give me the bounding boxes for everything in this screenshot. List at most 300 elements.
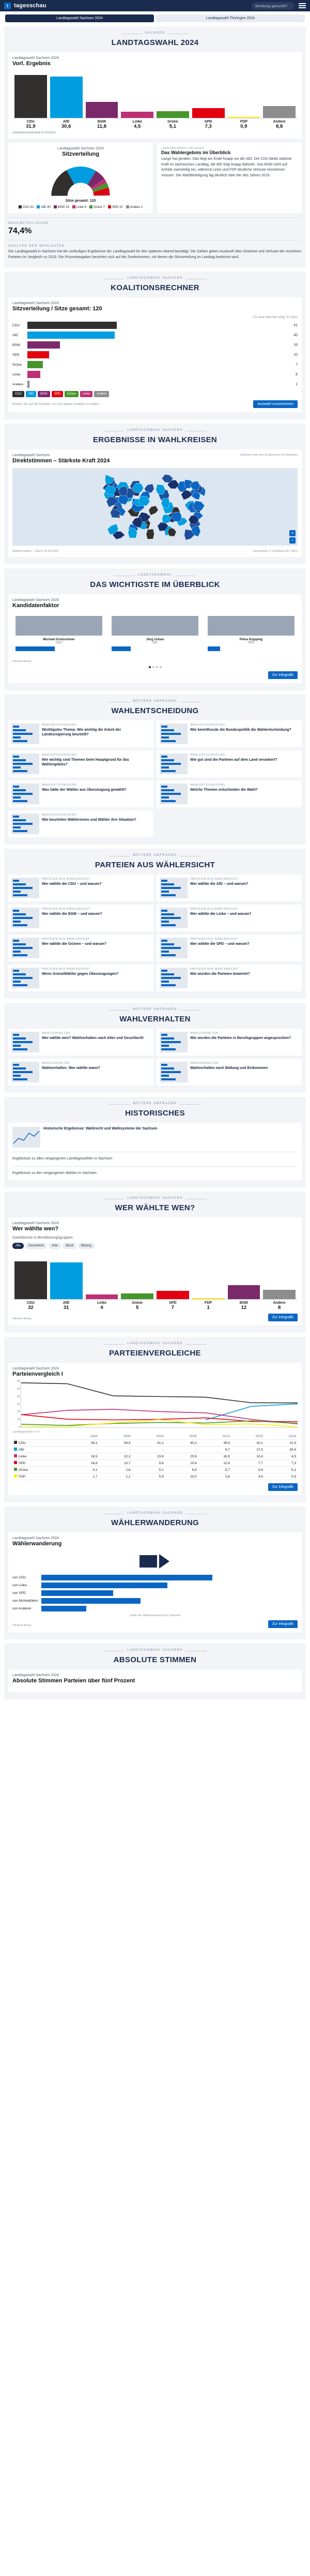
comparison-card-sub: Landtagswahl Sachsen 2024 [12, 1367, 59, 1370]
table-header: 2004 [132, 1434, 165, 1440]
table-cell: 12,4 [198, 1460, 231, 1467]
migration-row-bar [41, 1583, 167, 1588]
behaviour-section [4, 1003, 306, 1093]
candidate-photo [16, 616, 102, 636]
historic-title: HISTORISCHES [125, 1109, 185, 1118]
teaser-kicker: PARTEIEN AUS WÄHLERSICHT [42, 878, 90, 881]
teaser-thumbnail [160, 938, 188, 958]
result-card-title: Vorl. Ergebnis [12, 61, 51, 67]
coalition-row-grüne[interactable] [12, 361, 298, 368]
coalition-row-afd[interactable] [12, 332, 298, 339]
table-cell: 6,4 [165, 1467, 198, 1473]
teaser-thumbnail [11, 1062, 39, 1082]
teaser-headline: Wie wurden die Parteien in Berufsgruppen angesprochen? [190, 1036, 291, 1040]
coalition-row-linke[interactable] [12, 371, 298, 378]
table-row [12, 1467, 298, 1473]
hamburger-icon[interactable] [299, 3, 306, 8]
coalition-card-title: Sitzverteilung / Sitze gesamt: 120 [12, 306, 102, 312]
candidate-card [205, 613, 298, 654]
overview-kicker: LANDTAGSWAHL SACHSEN [161, 147, 204, 150]
table-header: 2024 [265, 1434, 298, 1440]
whovoted-more-button[interactable]: Zur Infografik [268, 1314, 298, 1321]
bar-grüne [157, 71, 189, 118]
table-cell: 8,6 [231, 1467, 265, 1473]
map-constituency[interactable] [161, 499, 169, 508]
coalition-chip-grüne[interactable]: Grüne [65, 391, 79, 397]
decision-kicker: WEITERE UMFRAGEN [133, 700, 177, 703]
parties-teaser-grid [8, 875, 302, 991]
teaser-kicker: WAHLENTSCHEIDUNG [42, 784, 77, 787]
coalition-row-label: Grüne [12, 363, 22, 367]
ard-logo-icon[interactable]: t [4, 3, 11, 9]
y-tick: 40 [17, 1395, 20, 1398]
candidate-card [12, 613, 105, 654]
table-header: 2009 [165, 1434, 198, 1440]
coalition-chip-spd[interactable]: SPD [52, 391, 63, 397]
parties-kicker: WEITERE UMFRAGEN [133, 854, 177, 857]
candidate-name: Jörg Urban [146, 638, 164, 641]
migration-note: Saldo der Wählerwanderung in Tausend [130, 1614, 180, 1617]
table-cell: 3,8 [198, 1473, 231, 1480]
table-cell: 5,1 [132, 1467, 165, 1473]
table-cell: 58,1 [66, 1440, 99, 1447]
table-cell: 4,5 [231, 1473, 265, 1480]
seat-card-sub: Landtagswahl Sachsen 2024 [57, 147, 104, 150]
whovoted-bar-labels [12, 1300, 298, 1310]
migration-title: WÄHLERWANDERUNG [111, 1518, 199, 1527]
candidate-photo [112, 616, 198, 636]
teaser-kicker: WAHLVERHALTEN [190, 1032, 219, 1035]
teaser-thumbnail [11, 908, 39, 928]
migration-source: Infratest dimap [12, 1624, 32, 1627]
table-cell: 31,9 [265, 1440, 298, 1447]
teaser-card[interactable] [8, 780, 153, 807]
teaser-thumbnail [160, 784, 188, 804]
filter-pill-alter[interactable]: Alter [49, 1243, 61, 1249]
seat-halfmoon-chart [12, 161, 149, 198]
whovoted-title: WER WÄHLTE WEN? [115, 1203, 195, 1212]
teaser-card[interactable] [8, 875, 153, 901]
whovoted-bar-bsw [228, 1252, 260, 1299]
bar-bsw [86, 71, 118, 118]
teaser-kicker: WAHLENTSCHEIDUNG [190, 724, 225, 727]
teaser-card[interactable] [8, 905, 153, 931]
whovoted-label-linke: Linke 4 [97, 1301, 107, 1310]
turnout-value: 74,4% [8, 227, 32, 235]
teaser-card[interactable] [8, 1029, 153, 1056]
line-series-afd [206, 1404, 298, 1420]
teaser-kicker: WAHLVERHALTEN [42, 1032, 70, 1035]
map-constituency[interactable] [193, 501, 205, 511]
map-card-title: Direktstimmen – Stärkste Kraft 2024 [12, 458, 110, 464]
teaser-headline: Wie gut sind die Parteien auf dem Land verankert? [190, 758, 277, 762]
coalition-party-chips[interactable] [12, 391, 298, 397]
candidates-more-button[interactable]: Zur Infografik [268, 671, 298, 679]
teaser-headline: Welche Themen entschieden die Wahl? [190, 788, 258, 792]
teaser-card[interactable] [157, 1059, 302, 1086]
table-cell: 0,9 [265, 1473, 298, 1480]
coalition-row-seats: 10 [293, 353, 298, 357]
map-zoom-out-button[interactable]: − [289, 537, 296, 544]
decision-title: WAHLENTSCHEIDUNG [111, 706, 199, 715]
teaser-card[interactable] [157, 720, 302, 747]
coalition-card-sub: Landtagswahl Sachsen 2024 [12, 302, 59, 305]
whovoted-bar-grüne [121, 1252, 153, 1299]
coalition-row-label: Linke [12, 372, 21, 376]
coalition-row-bar [27, 322, 289, 329]
coalition-kicker: LANDTAGSWAHL SACHSEN [127, 277, 183, 280]
filter-pill-geschlecht[interactable]: Geschlecht [25, 1243, 47, 1249]
tab-thueringen[interactable]: Landtagswahl Thüringen 2024 [156, 14, 305, 22]
map-constituency[interactable] [149, 506, 159, 515]
hero-section [4, 26, 306, 267]
whovoted-label-cdu: CDU 32 [26, 1301, 35, 1310]
election-tabs [0, 11, 310, 26]
teaser-kicker: PARTEIEN AUS WÄHLERSICHT [42, 908, 90, 911]
coalition-row-label: Andere [12, 382, 23, 386]
seat-legend-afd: AfD 40 [37, 205, 50, 209]
teaser-thumbnail [160, 754, 188, 774]
coalition-row-andere[interactable] [12, 381, 298, 388]
migration-rows [12, 1575, 298, 1611]
table-cell: 23,6 [132, 1453, 165, 1460]
whovoted-bar-linke [86, 1252, 118, 1299]
table-row [12, 1473, 298, 1480]
teaser-card[interactable] [157, 875, 302, 901]
analysis-body: Die Landtagswahl in Sachsen hat die vorläufigen Ergebnisse der Landtagswahl für den späteren Abend bestätigt. Die Zahlen geben Auskunft über Gewinne und Verluste der einzelnen Parteien im Vergleich zu 2019. Die Prozentangaben beziehen sich auf die Zweitstimmen, mit denen die Sitzverteilung im Landtag bestimmt wird. [8, 250, 301, 259]
table-cell: 10,4 [231, 1453, 265, 1460]
whovoted-card-title: Wer wählte wen? [12, 1226, 59, 1232]
constituency-section [4, 424, 306, 564]
table-cell: 56,9 [99, 1440, 132, 1447]
coalition-row-bsw[interactable] [12, 341, 298, 349]
constituency-kicker: LANDTAGSWAHL SACHSEN [127, 429, 183, 432]
teaser-headline: Wie wichtig sind Themen beim Hauptgrund für das Wahlergebnis? [42, 758, 129, 767]
table-cell: 27,5 [231, 1447, 265, 1453]
teaser-kicker: WAHLENTSCHEIDUNG [42, 724, 77, 727]
candidate-photo [208, 616, 295, 636]
bar-spd [192, 71, 225, 118]
whovoted-card-sub: Landtagswahl Sachsen 2024 [12, 1222, 59, 1225]
coalition-row-seats: 7 [296, 363, 298, 367]
migration-row [12, 1583, 298, 1588]
teaser-headline: Wie wurden die Parteien bewertet? [190, 972, 250, 976]
table-cell: 18,9 [198, 1453, 231, 1460]
coalition-row-label: AfD [12, 333, 18, 337]
teaser-card[interactable] [157, 750, 302, 777]
map-footer-note: Wahlkreisdaten – Stand: 02.09.2024 [12, 550, 58, 553]
coalition-reset-button[interactable]: Auswahl zurücksetzen [253, 400, 298, 408]
candidate-bar [208, 646, 220, 651]
coalition-row-cdu[interactable] [12, 322, 298, 329]
map-shapes[interactable] [12, 468, 298, 546]
table-cell: 5,1 [265, 1467, 298, 1473]
absolute-kicker: LANDTAGSWAHL SACHSEN [127, 1649, 183, 1652]
whovoted-label-bsw: BSW 12 [239, 1301, 249, 1310]
historic-link-1[interactable]: Ergebnisse zu allen vergangenen Landtagswahlen in Sachsen [12, 1157, 113, 1161]
bar-cdu [14, 71, 47, 118]
teaser-card[interactable] [157, 1029, 302, 1056]
teaser-thumbnail [11, 1032, 39, 1052]
map-constituency[interactable] [146, 529, 154, 539]
map-card-sub: Landtagswahl Sachsen [12, 454, 50, 457]
whovoted-source: Infratest dimap [12, 1317, 32, 1320]
parties-section [4, 849, 306, 999]
bar-label-linke: Linke 4,5 [132, 120, 142, 129]
teaser-headline: Wer wählte die Linke – und warum? [190, 912, 252, 916]
whovoted-card-sub2: Zweitstimme in Bevölkerungsgruppen [12, 1236, 73, 1240]
teaser-thumbnail [11, 938, 39, 958]
coalition-row-bar [27, 381, 289, 388]
map-zoom-in-button[interactable]: + [289, 530, 296, 536]
teaser-headline: Wahlverhalten nach Bildung und Einkommen [190, 1066, 268, 1070]
table-cell-party: FDP [12, 1473, 66, 1480]
table-cell-party: AfD [12, 1447, 66, 1453]
constituency-map[interactable] [12, 468, 298, 546]
teaser-thumbnail [160, 968, 188, 988]
table-cell: 10,7 [99, 1460, 132, 1467]
comparison-line-chart [17, 1380, 298, 1429]
table-cell: 39,4 [198, 1440, 231, 1447]
table-cell: 10,4 [165, 1460, 198, 1467]
historic-kicker: WEITERE UMFRAGEN [133, 1102, 177, 1105]
historic-card [8, 1123, 302, 1180]
table-cell: 32,1 [231, 1440, 265, 1447]
table-cell: 4,1 [66, 1467, 99, 1473]
brand-title[interactable]: tagesschau [14, 3, 47, 9]
seat-card-title: Sitzverteilung [61, 151, 100, 157]
teaser-thumbnail [11, 784, 39, 804]
result-chart-note: Zweitstimmenanteile in Prozent [12, 131, 56, 134]
y-tick: 0 [18, 1426, 20, 1429]
teaser-card[interactable] [8, 750, 153, 777]
migration-more-button[interactable]: Zur Infografik [268, 1620, 298, 1628]
teaser-headline: Wahlverhalten: Wer wählte wann? [42, 1066, 100, 1070]
table-header: 1999 [99, 1434, 132, 1440]
y-tick: 30 [17, 1403, 20, 1406]
teaser-kicker: PARTEIEN AUS WÄHLERSICHT [42, 938, 90, 941]
comparison-card [8, 1363, 302, 1495]
y-tick: 10 [17, 1418, 20, 1422]
table-cell: 41,1 [132, 1440, 165, 1447]
absolute-card-sub: Landtagswahl Sachsen 2024 [12, 1674, 59, 1677]
coalition-row-bar [27, 341, 289, 349]
teaser-kicker: PARTEIEN AUS WÄHLERSICHT [42, 968, 90, 971]
migration-row [12, 1575, 298, 1580]
coalition-chip-bsw[interactable]: BSW [38, 391, 50, 397]
teaser-thumbnail [11, 878, 39, 898]
candidates-card-title: Kandidatenfaktor [12, 602, 59, 609]
table-header [12, 1434, 66, 1440]
seat-legend-andere: Andere 1 [126, 205, 143, 209]
bar-afd [50, 71, 83, 118]
teaser-headline: Wer wählte wen? Wahlverhalten nach Alter und Geschlecht [42, 1036, 144, 1040]
historic-caption: Historische Ergebnisse: Wahlrecht und Wahlsysteme der Sachsen [43, 1127, 158, 1131]
coalition-rows[interactable] [12, 322, 298, 388]
teaser-headline: Wer wählte die Grünen – und warum? [42, 942, 107, 946]
teaser-headline: Wer wählte die SPD – und warum? [190, 942, 250, 946]
teaser-card[interactable] [157, 935, 302, 961]
filter-pill-beruf[interactable]: Beruf [63, 1243, 76, 1249]
migration-row-label: von CDU [12, 1576, 26, 1579]
teaser-card[interactable] [157, 965, 302, 991]
coalition-hint: Klicken Sie auf die Parteien, um Ihre eigene Koalition zu bilden. [12, 402, 100, 406]
seat-legend-bsw: BSW 15 [54, 205, 69, 209]
analysis-kicker: ANALYSE DER WAHLDATEN [8, 245, 65, 248]
teaser-thumbnail [160, 908, 188, 928]
teaser-kicker: WAHLENTSCHEIDUNG [190, 754, 225, 757]
coalition-chip-linke[interactable]: Linke [80, 391, 92, 397]
table-cell: 16,5 [66, 1453, 99, 1460]
teaser-card[interactable] [8, 935, 153, 961]
migration-card-title: Wählerwanderung [12, 1541, 62, 1547]
candidate-bar [16, 646, 55, 651]
coalition-row-bar [27, 371, 289, 378]
migration-row-bar [41, 1598, 141, 1604]
teaser-kicker: WAHLENTSCHEIDUNG [42, 754, 77, 757]
migration-row-bar [41, 1575, 212, 1580]
teaser-kicker: WAHLENTSCHEIDUNG [190, 784, 225, 787]
migration-card [8, 1532, 302, 1632]
table-cell: 5,9 [132, 1473, 165, 1480]
teaser-thumbnail [160, 1032, 188, 1052]
bar-label-fdp: FDP 0,9 [240, 120, 247, 129]
comparison-y-axis [13, 1381, 21, 1427]
coalition-row-bar [27, 361, 289, 368]
parties-title: PARTEIEN AUS WÄHLERSICHT [95, 861, 215, 869]
migration-row [12, 1598, 298, 1604]
whovoted-bar-chart [12, 1252, 298, 1300]
whovoted-filter-pills[interactable] [12, 1243, 298, 1249]
table-cell: 10,0 [165, 1473, 198, 1480]
map-copyright: Kartendaten © GeoBasis-DE / BKG [253, 550, 298, 553]
teaser-card[interactable] [157, 905, 302, 931]
table-row [12, 1453, 298, 1460]
line-series-cdu [21, 1383, 298, 1403]
comparison-title: PARTEIENVERGLEICHE [109, 1349, 201, 1358]
hero-title: LANDTAGSWAHL 2024 [111, 38, 199, 47]
table-cell: - [66, 1447, 99, 1453]
table-cell-party: Linke [12, 1453, 66, 1460]
teaser-thumbnail [11, 754, 39, 774]
coalition-majority-note: Für eine Mehrheit nötig: 61 Sitze [253, 316, 298, 319]
teaser-kicker: PARTEIEN AUS WÄHLERSICHT [190, 968, 239, 971]
coalition-title: KOALITIONSRECHNER [111, 283, 199, 292]
coalition-chip-afd[interactable]: AfD [26, 391, 36, 397]
teaser-kicker: WAHLVERHALTEN [42, 1062, 70, 1065]
table-cell: - [99, 1447, 132, 1453]
table-cell: 2,6 [99, 1467, 132, 1473]
coalition-row-bar [27, 332, 289, 339]
coalition-chip-andere[interactable]: Andere [94, 391, 109, 397]
candidate-name: Michael Kretschmer [43, 638, 75, 641]
top-bar [0, 0, 310, 11]
teaser-headline: Wer wählte die BSW – und warum? [42, 912, 102, 916]
teaser-headline: Wenn Grüne/Wähler gegen Überzeugungen? [42, 972, 119, 976]
behaviour-teaser-grid [8, 1029, 302, 1086]
teaser-card[interactable] [8, 965, 153, 991]
result-card [8, 52, 302, 139]
whovoted-bar-fdp [192, 1252, 225, 1299]
filter-pill-alle[interactable]: Alle [12, 1243, 24, 1249]
table-cell: 20,6 [165, 1453, 198, 1460]
candidates-title: DAS WICHTIGSTE IM ÜBERBLICK [90, 580, 220, 589]
table-cell: 9,8 [132, 1460, 165, 1467]
table-cell: 1,1 [99, 1473, 132, 1480]
teaser-headline: Wichtigstes Thema: Wie wichtig die Arbeit der Landesregierung beurteilt? [42, 728, 121, 737]
table-cell: 7,3 [265, 1460, 298, 1467]
search-input[interactable]: Sendung gesucht? [252, 2, 295, 10]
constituency-card [8, 449, 302, 557]
table-cell: 5,7 [198, 1467, 231, 1473]
behaviour-kicker: WEITERE UMFRAGEN [133, 1008, 177, 1011]
teaser-card[interactable] [8, 1059, 153, 1086]
teaser-kicker: PARTEIEN AUS WÄHLERSICHT [190, 878, 239, 881]
whovoted-label-andere: Andere 8 [273, 1301, 286, 1310]
comparison-more-button[interactable]: Zur Infografik [268, 1483, 298, 1491]
result-card-sub: Landtagswahl Sachsen 2024 [12, 56, 59, 60]
candidates-kicker: LANDTAGSWAHL [138, 574, 172, 577]
coalition-card [8, 297, 302, 412]
teaser-kicker: WAHLVERHALTEN [190, 1062, 219, 1065]
comparison-kicker: LANDTAGSWAHL SACHSEN [127, 1342, 183, 1345]
filter-pill-bildung[interactable]: Bildung [78, 1243, 95, 1249]
table-cell: - [132, 1447, 165, 1453]
bar-label-spd: SPD 7,3 [204, 120, 212, 129]
candidates-card-sub: Landtagswahl Sachsen 2024 [12, 598, 59, 602]
behaviour-title: WAHLVERHALTEN [119, 1015, 191, 1023]
whovoted-label-spd: SPD 7 [169, 1301, 177, 1310]
tab-sachsen[interactable]: Landtagswahl Sachsen 2024 [5, 14, 154, 22]
map-constituency[interactable] [168, 528, 177, 536]
migration-row-bar [41, 1590, 113, 1596]
overview-text-card [157, 143, 302, 213]
coalition-row-spd[interactable] [12, 351, 298, 358]
whovoted-kicker: LANDTAGSWAHL SACHSEN [127, 1197, 183, 1200]
historic-link-2[interactable]: Ergebnisse zu den vergangenen Wahlen in Sachsen [12, 1171, 97, 1175]
coalition-row-label: CDU [12, 323, 20, 327]
teaser-kicker: WAHLENTSCHEIDUNG [42, 814, 77, 817]
candidate-name: Petra Köpping [239, 638, 263, 641]
absolute-title: ABSOLUTE STIMMEN [113, 1655, 197, 1664]
decision-section [4, 695, 306, 845]
migration-row-bar [41, 1606, 86, 1611]
overview-section [4, 568, 306, 690]
teaser-card[interactable] [8, 810, 153, 837]
teaser-kicker: PARTEIEN AUS WÄHLERSICHT [190, 908, 239, 911]
coalition-row-bar [27, 351, 289, 358]
seat-total: Sitze gesamt: 120 [65, 199, 96, 203]
table-row [12, 1440, 298, 1447]
whovoted-card [8, 1217, 302, 1325]
teaser-card[interactable] [157, 780, 302, 807]
comparison-axis-note: Landtagswahlen in % [12, 1430, 40, 1434]
table-cell: 22,2 [99, 1453, 132, 1460]
seat-legend-spd: SPD 10 [108, 205, 123, 209]
teaser-card[interactable] [8, 720, 153, 747]
bar-label-afd: AfD 30,6 [61, 120, 71, 129]
absolute-section [4, 1644, 306, 1699]
table-cell-party: SPD [12, 1460, 66, 1467]
seat-legend [12, 205, 149, 209]
migration-card-sub: Landtagswahl Sachsen 2024 [12, 1536, 59, 1540]
coalition-row-seats: 40 [293, 333, 298, 337]
table-header: 2019 [231, 1434, 265, 1440]
carousel-dots[interactable] [12, 666, 298, 668]
coalition-row-label: SPD [12, 353, 20, 357]
coalition-chip-cdu[interactable]: CDU [12, 391, 24, 397]
candidate-grid [12, 613, 298, 654]
